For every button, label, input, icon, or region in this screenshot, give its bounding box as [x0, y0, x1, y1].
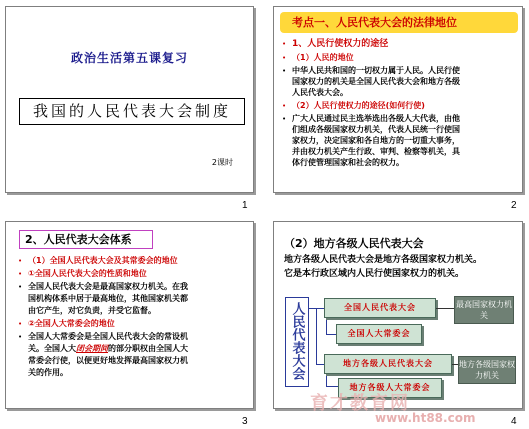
slide-2-line: 国家权力的机关是全国人民代表大会和地方各级	[292, 77, 460, 86]
slide-2-line: 人民代表大会。	[292, 88, 348, 97]
slide-3-line: ①全国人民代表大会的性质和地位	[28, 269, 147, 278]
slide-2-line: 广大人民通过民主选举选出各级人大代表，由他	[292, 114, 460, 123]
connector-line	[316, 364, 324, 365]
connector-line	[326, 318, 327, 334]
page-number-4: 4	[511, 416, 517, 427]
bullet-icon: •	[282, 102, 287, 110]
page-number-3: 3	[242, 416, 248, 427]
slide-1-title: 我国的人民代表大会制度	[19, 98, 245, 125]
slide-2-line: 中华人民共和国的一切权力属于人民。人民行使	[292, 66, 460, 75]
slide-3-line: 由它产生，对它负责，并受它监督。	[28, 306, 156, 315]
diagram-root-text: 人民代表大会	[289, 302, 305, 380]
slide-2-thumbnail[interactable]	[273, 6, 523, 193]
bullet-icon: •	[282, 40, 287, 48]
slide-3-line-part: 关。全国人大	[28, 344, 76, 353]
slide-2-line: 们组成各级国家权力机关，代表人民统一行使国	[292, 125, 460, 134]
connector-line	[316, 308, 317, 364]
slide-4-desc-line: 地方各级人民代表大会是地方各级国家权力机关。	[284, 255, 483, 265]
slide-3-highlight: 闭会期间	[76, 344, 108, 353]
watermark-url: www.ht88.com	[375, 411, 476, 425]
slide-4-thumbnail[interactable]	[273, 221, 523, 409]
slide-3-line: 常委会行使，以便更好地发挥最高国家权力机	[28, 356, 188, 365]
diagram-box-local-congress: 地方各级人民代表大会	[324, 354, 452, 374]
slide-4-heading: （2）地方各级人民代表大会	[284, 237, 424, 250]
slide-2-line: 并由权力机关产生行政、审判、检察等机关，具	[292, 147, 460, 156]
slide-2-line: 1、人民行使权力的途径	[292, 39, 389, 49]
slide-4-desc-line: 它是本行政区域内人民行使国家权力的机关。	[284, 269, 465, 279]
diagram-tag-supreme: 最高国家权力机关	[454, 296, 514, 324]
slide-1-hours: 2课时	[211, 158, 233, 167]
slide-3-line-part: 的部分职权由全国人大	[108, 344, 188, 353]
bullet-icon: •	[282, 54, 287, 62]
connector-line	[326, 334, 336, 335]
page-number-1: 1	[242, 200, 248, 211]
slide-3-heading: 2、人民代表大会体系	[19, 230, 153, 249]
slide-3-line: 全国人民代表大会是最高国家权力机关。在我	[28, 282, 188, 291]
slide-2-line: 家权力，决定国家和各自地方的一切重大事务，	[292, 136, 460, 145]
slide-2-line: 体行使管理国家和社会的权力。	[292, 158, 404, 167]
diagram-tag-local: 地方各级国家权力机关	[458, 356, 516, 384]
diagram-root-label	[285, 297, 309, 387]
connector-line	[309, 308, 316, 309]
bullet-icon: •	[18, 320, 23, 328]
page-number-2: 2	[511, 200, 517, 211]
connector-line	[316, 308, 324, 309]
arrow-line	[436, 308, 454, 309]
slide-3-line	[28, 344, 188, 355]
slide-2-line: （1）人民的地位	[292, 53, 354, 62]
bullet-icon: •	[18, 270, 23, 278]
bullet-icon: •	[18, 283, 23, 291]
slide-3-line: 国机构体系中居于最高地位，其他国家机关都	[28, 294, 188, 303]
slide-2-heading: 考点一、人民代表大会的法律地位	[280, 12, 518, 33]
slide-3-line: 关的作用。	[28, 368, 68, 377]
connector-line	[326, 374, 327, 386]
slide-1-thumbnail[interactable]	[5, 6, 254, 193]
bullet-icon: •	[18, 333, 23, 341]
diagram-box-local-standing: 地方各级人大常委会	[338, 378, 442, 398]
slide-3-thumbnail[interactable]	[5, 221, 254, 409]
slide-4-description	[284, 253, 516, 281]
bullet-icon: •	[18, 257, 23, 265]
slide-3-line: ②全国人大常委会的地位	[28, 319, 115, 328]
diagram-box-npc: 全国人民代表大会	[324, 298, 436, 318]
slide-3-line: 全国人大常委会是全国人民代表大会的常设机	[28, 332, 188, 341]
slide-2-line: （2）人民行使权力的途径(如何行使)	[292, 101, 425, 110]
slide-3-line: （1）全国人民代表大会及其常委会的地位	[28, 256, 178, 265]
slide-1-subtitle: 政治生活第五课复习	[70, 51, 188, 65]
diagram-box-npc-standing: 全国人大常委会	[336, 324, 422, 344]
connector-line	[326, 386, 338, 387]
watermark-logo: 育才教育网	[310, 393, 410, 414]
bullet-icon: •	[282, 115, 287, 123]
bullet-icon: •	[282, 67, 287, 75]
